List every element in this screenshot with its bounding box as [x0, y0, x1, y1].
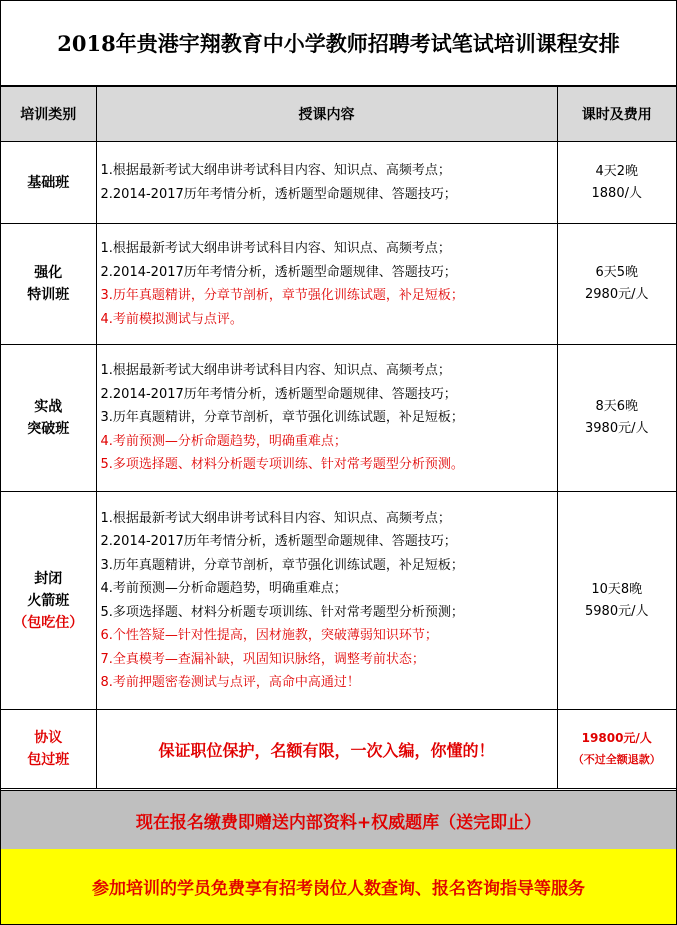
content-line: 4.考前预测—分析命题趋势，明确重难点；: [100, 581, 347, 596]
table-header-row: [1, 87, 676, 142]
class-fee: [557, 710, 676, 789]
content-line: 5.多项选择题、材料分析题专项训练、针对常考题型分析预测。: [100, 457, 464, 473]
class-content: [96, 492, 557, 710]
content-line: 3.历年真题精讲，分章节剖析，章节强化训练试题，补足短板；: [100, 288, 464, 303]
class-name: 实战 突破班: [1, 345, 96, 492]
fee-price: 1880/人: [591, 185, 642, 201]
table-row-guarantee: [1, 710, 676, 789]
class-content: [96, 345, 557, 492]
content-line: 2.2014-2017历年考情分析，透析题型命题规律、答题技巧；: [100, 186, 457, 202]
content-line: 5.多项选择题、材料分析题专项训练、针对常考题型分析预测；: [100, 604, 464, 620]
class-name: 强化 特训班: [1, 224, 96, 345]
table-row-intensive: [1, 224, 676, 345]
fee-price: 19800元/人: [581, 731, 652, 745]
content-line: 6.个性答疑—针对性提高，因材施教，突破薄弱知识环节；: [100, 628, 438, 643]
class-name: 封闭 火箭班 （包吃住）: [1, 492, 96, 710]
service-banner: 参加培训的学员免费享有招考岗位人数查询、报名咨询指导等服务: [1, 849, 676, 924]
content-line: 1.根据最新考试大纲串讲考试科目内容、知识点、高频考点；: [100, 241, 451, 256]
content-line: 4.考前模拟测试与点评。: [100, 311, 243, 327]
fee-price: 3980元/人: [585, 421, 649, 436]
class-fee: [557, 142, 676, 224]
table-row-breakthrough: [1, 345, 676, 492]
fee-duration: 4天2晚: [595, 163, 639, 179]
promo-banner: 现在报名缴费即赠送内部资料+权威题库（送完即止）: [1, 790, 676, 850]
class-name-note: （包吃住）: [13, 614, 84, 631]
class-name: 协议 包过班: [1, 710, 96, 789]
content-line: 2.2014-2017历年考情分析，透析题型命题规律、答题技巧；: [100, 386, 457, 402]
content-line: 7.全真模考—查漏补缺，巩固知识脉络，调整考前状态；: [100, 651, 425, 667]
class-content: [96, 142, 557, 224]
fee-duration: 6天5晚: [595, 265, 639, 280]
content-line: 2.2014-2017历年考情分析，透析题型命题规律、答题技巧；: [100, 264, 457, 280]
header-content: 授课内容: [96, 87, 557, 142]
guarantee-slogan: 保证职位保护，名额有限，一次入编，你懂的！: [96, 710, 557, 789]
class-fee: [557, 345, 676, 492]
content-line: 8.考前押题密卷测试与点评，高命中高通过！: [100, 675, 360, 690]
schedule-table: [1, 86, 676, 789]
class-name: 基础班: [1, 142, 96, 224]
fee-refund-note: （不过全额退款）: [572, 753, 661, 766]
class-fee: [557, 492, 676, 710]
header-category: 培训类别: [1, 87, 96, 142]
content-line: 4.考前预测—分析命题趋势，明确重难点；: [100, 433, 347, 449]
content-line: 2.2014-2017历年考情分析，透析题型命题规律、答题技巧；: [100, 534, 457, 549]
page-title: 2018年贵港宇翔教育中小学教师招聘考试笔试培训课程安排: [1, 1, 676, 86]
table-row-rocket: [1, 492, 676, 710]
fee-duration: 8天6晚: [595, 399, 639, 414]
content-line: 1.根据最新考试大纲串讲考试科目内容、知识点、高频考点；: [100, 363, 451, 379]
fee-price: 5980元/人: [585, 603, 649, 619]
content-line: 3.历年真题精讲，分章节剖析，章节强化训练试题，补足短板；: [100, 410, 464, 426]
content-line: 1.根据最新考试大纲串讲考试科目内容、知识点、高频考点；: [100, 163, 451, 178]
class-content: [96, 224, 557, 345]
content-line: 1.根据最新考试大纲串讲考试科目内容、知识点、高频考点；: [100, 510, 451, 526]
fee-duration: 10天8晚: [591, 581, 643, 597]
class-fee: [557, 224, 676, 345]
header-fee: 课时及费用: [557, 87, 676, 142]
fee-price: 2980元/人: [585, 287, 649, 302]
content-line: 3.历年真题精讲，分章节剖析，章节强化训练试题，补足短板；: [100, 557, 464, 573]
table-row-basic: [1, 142, 676, 224]
